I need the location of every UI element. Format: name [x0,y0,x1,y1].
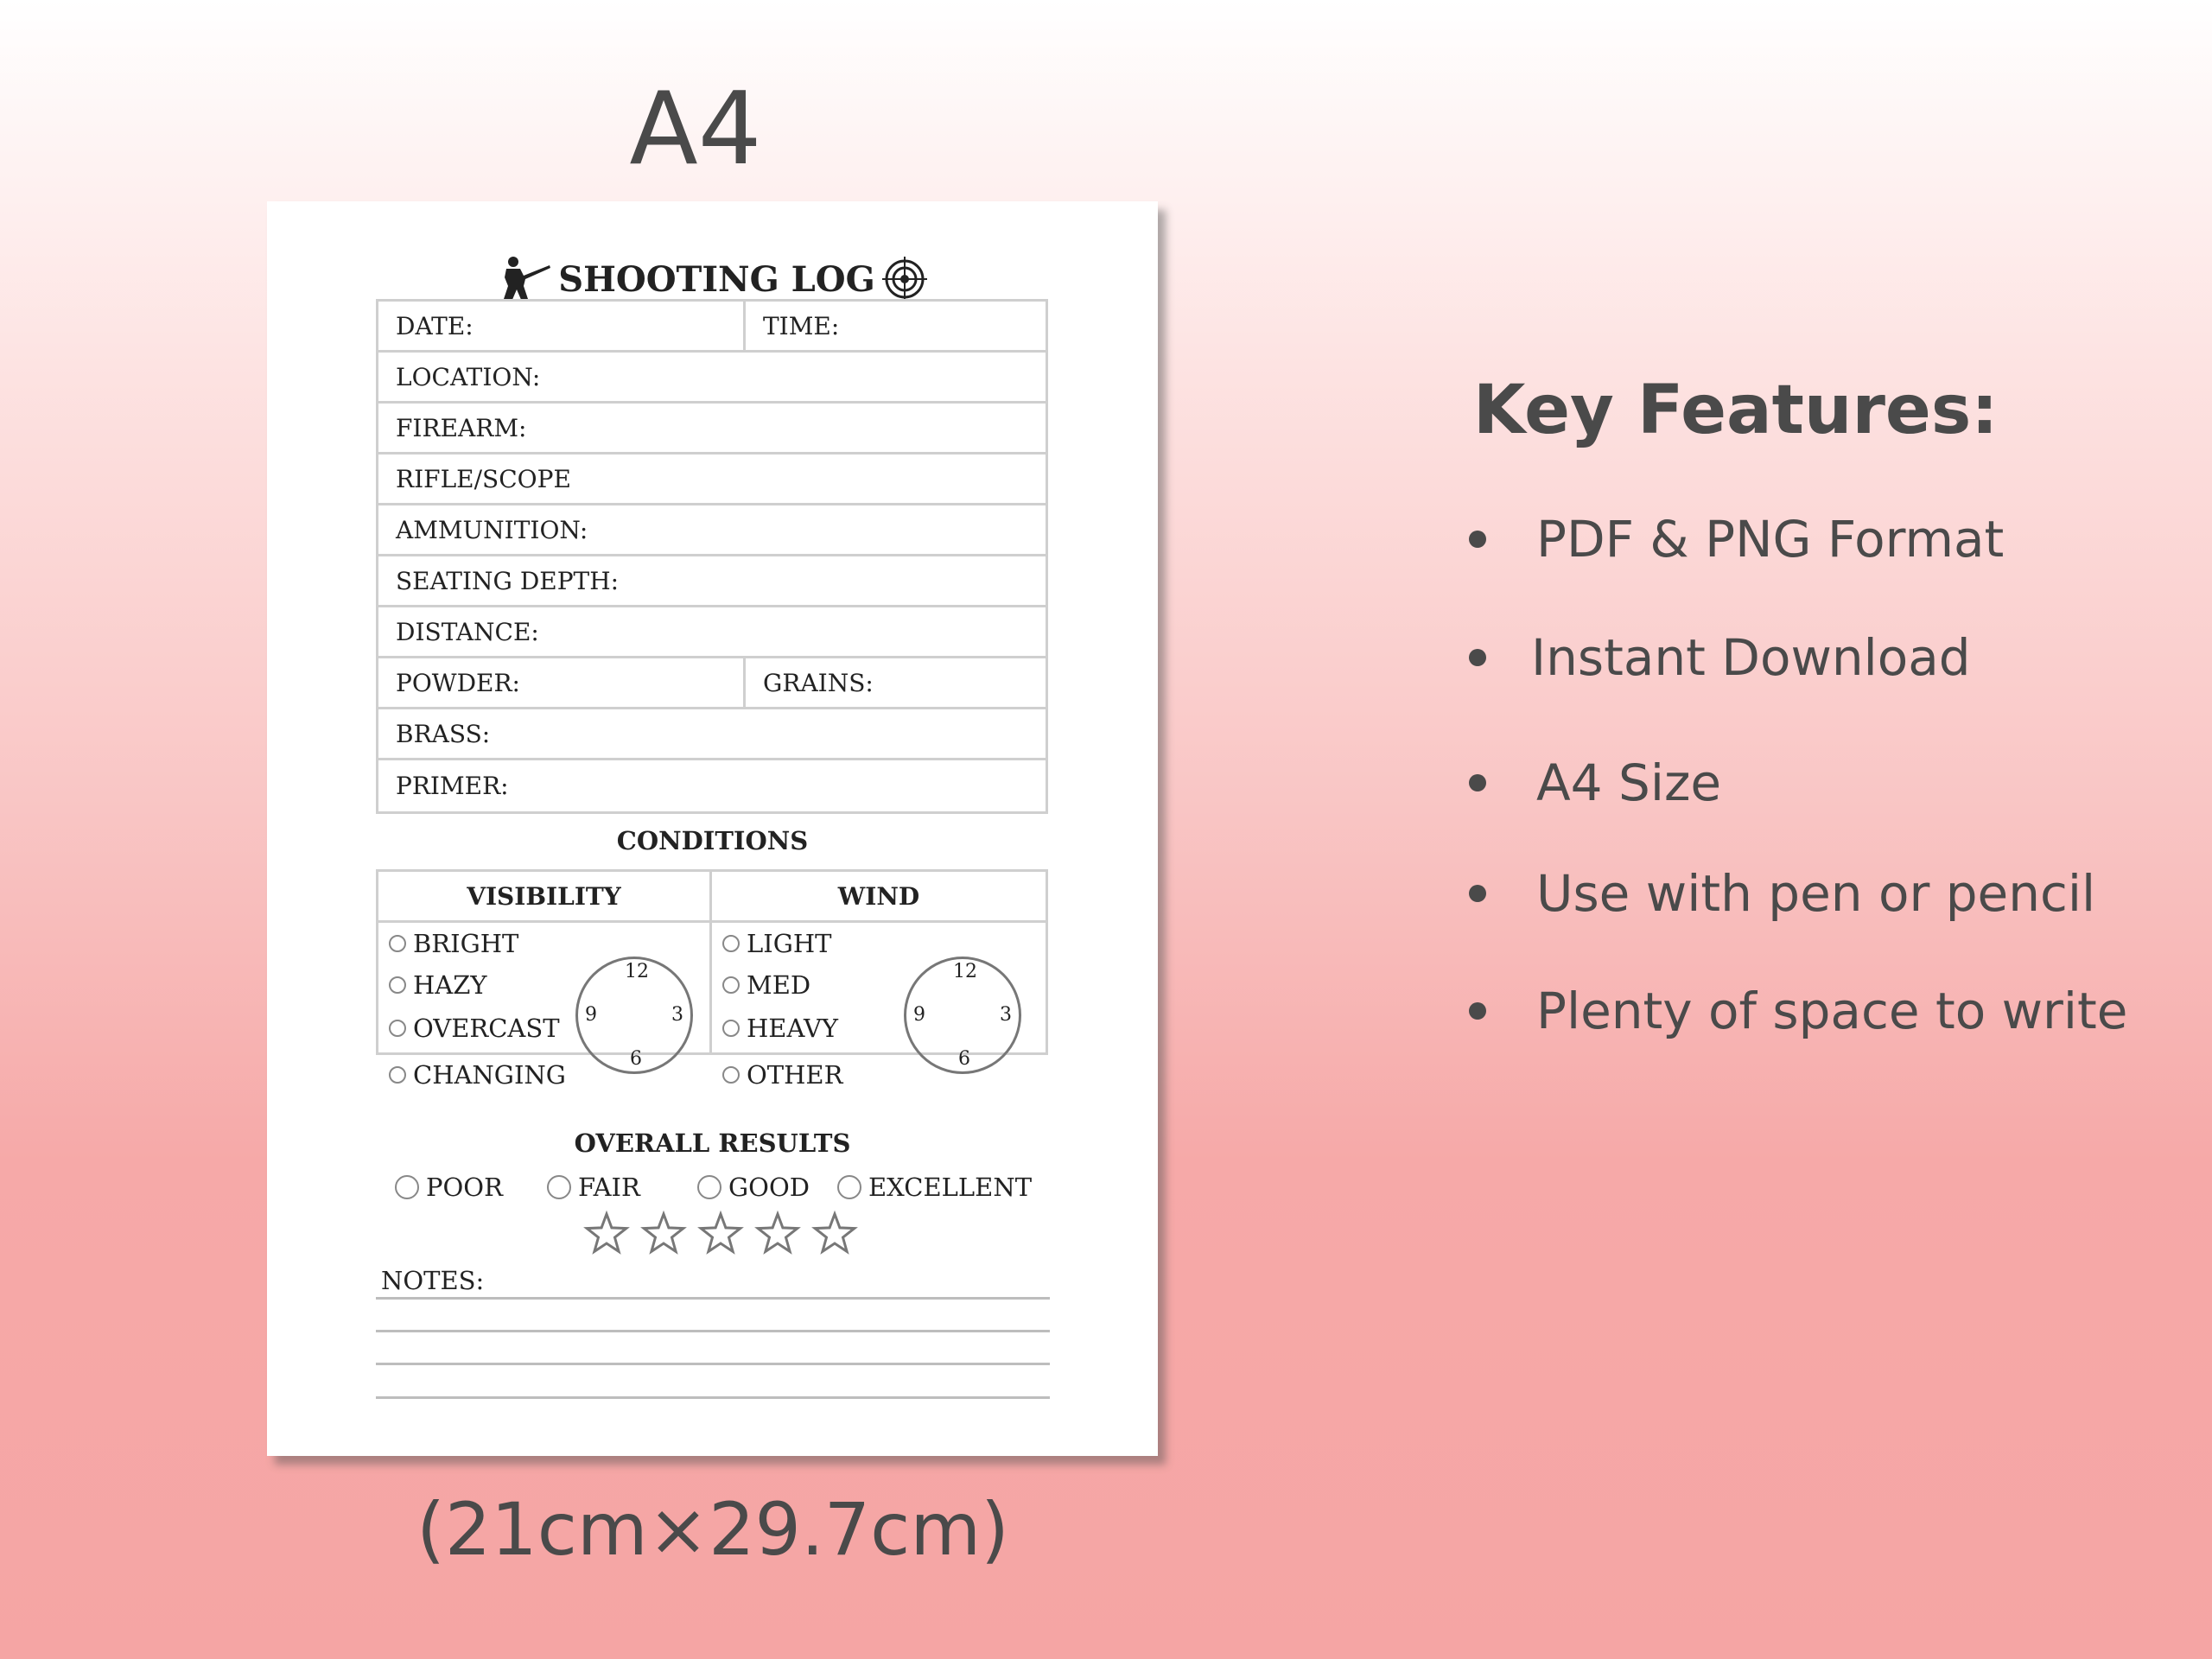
feature-item: PDF & PNG Format [1469,510,2004,569]
feature-item: Use with pen or pencil [1469,864,2095,923]
notes-label: NOTES: [381,1266,485,1295]
bullet-icon [1469,531,1486,548]
visibility-option-bright[interactable]: BRIGHT [389,929,518,958]
star-icon[interactable] [758,1214,798,1251]
visibility-option-overcast[interactable]: OVERCAST [389,1014,560,1043]
notes-line[interactable] [376,1363,1050,1365]
wind-option-other[interactable]: OTHER [722,1060,842,1090]
result-option-good[interactable]: GOOD [697,1173,810,1202]
wind-option-light[interactable]: LIGHT [722,929,832,958]
firearm-field[interactable]: FIREARM: [396,413,527,442]
visibility-clock-dial[interactable]: 12 3 6 9 [575,957,693,1074]
feature-item: Plenty of space to write [1469,982,2127,1040]
log-title-text: SHOOTING LOG [558,258,875,300]
page-size-title: A4 [629,71,762,188]
grains-field[interactable]: GRAINS: [763,668,874,697]
bullet-icon [1469,1002,1486,1020]
star-icon[interactable] [701,1214,741,1251]
result-option-excellent[interactable]: EXCELLENT [837,1173,1032,1202]
star-icon[interactable] [587,1214,626,1251]
notes-line[interactable] [376,1330,1050,1332]
feature-item: A4 Size [1469,753,1721,812]
overall-results-title: OVERALL RESULTS [574,1128,851,1158]
wind-title: WIND [712,872,1046,923]
brass-field[interactable]: BRASS: [396,719,491,748]
ammunition-field[interactable]: AMMUNITION: [396,515,588,544]
distance-field[interactable]: DISTANCE: [396,617,539,646]
date-field[interactable]: DATE: [378,302,746,350]
wind-option-heavy[interactable]: HEAVY [722,1014,838,1043]
wind-clock-dial[interactable]: 12 3 6 9 [904,957,1021,1074]
bullet-icon [1469,649,1486,666]
primer-field[interactable]: PRIMER: [396,772,509,800]
result-option-poor[interactable]: POOR [395,1173,503,1202]
star-icon[interactable] [644,1214,683,1251]
notes-line[interactable] [376,1297,1050,1300]
star-icon[interactable] [815,1214,855,1251]
feature-item: Instant Download [1469,628,1971,687]
shooting-log-sheet [267,201,1158,1456]
bullet-icon [1469,774,1486,791]
page-size-dimensions: (21cm×29.7cm) [416,1487,1009,1572]
visibility-option-hazy[interactable]: HAZY [389,970,487,1000]
location-field[interactable]: LOCATION: [396,362,541,391]
visibility-option-changing[interactable]: CHANGING [389,1060,566,1090]
features-title: Key Features: [1473,372,1999,449]
notes-line[interactable] [376,1396,1050,1399]
bullet-icon [1469,885,1486,902]
result-option-fair[interactable]: FAIR [547,1173,640,1202]
wind-option-med[interactable]: MED [722,970,810,1000]
seating-depth-field[interactable]: SEATING DEPTH: [396,566,620,595]
visibility-title: VISIBILITY [378,872,709,923]
rifle-scope-field[interactable]: RIFLE/SCOPE [396,464,571,493]
powder-field[interactable]: POWDER: [378,658,746,707]
conditions-title: CONDITIONS [616,826,809,855]
time-field[interactable]: TIME: [763,311,840,340]
